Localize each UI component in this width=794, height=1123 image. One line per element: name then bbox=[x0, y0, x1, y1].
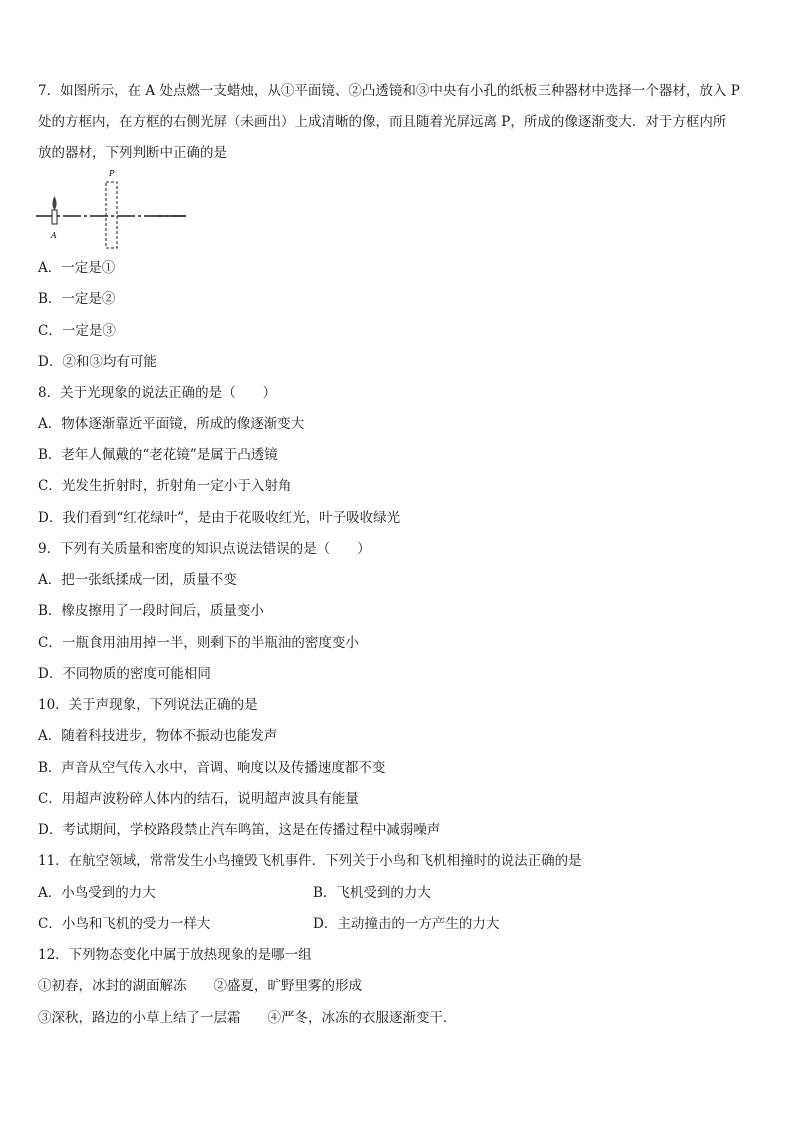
q7-option-b: B．一定是② bbox=[38, 291, 116, 307]
candle-body bbox=[52, 210, 57, 224]
q9-option-d: D．不同物质的密度可能相同 bbox=[38, 666, 211, 682]
q12-stem: 12．下列物态变化中属于放热现象的是哪一组 bbox=[38, 947, 312, 963]
q11-stem: 11．在航空领域，常常发生小鸟撞毁飞机事件．下列关于小鸟和飞机相撞时的说法正确的是 bbox=[38, 853, 582, 869]
q8-option-a: A．物体逐渐靠近平面镜，所成的像逐渐变大 bbox=[38, 416, 305, 432]
q10-option-d: D．考试期间，学校路段禁止汽车鸣笛，这是在传播过程中减弱噪声 bbox=[38, 822, 441, 838]
q11-option-d: D．主动撞击的一方产生的力大 bbox=[313, 916, 500, 932]
q7-figure bbox=[36, 168, 196, 252]
q10-stem: 10．关于声现象，下列说法正确的是 bbox=[38, 697, 258, 713]
q11-option-a: A．小鸟受到的力大 bbox=[38, 885, 156, 901]
q10-option-b: B．声音从空气传入水中，音调、响度以及传播速度都不变 bbox=[38, 760, 386, 776]
device-box-p bbox=[106, 182, 117, 248]
q7-option-a: A．一定是① bbox=[38, 260, 116, 276]
q9-option-b: B．橡皮擦用了一段时间后，质量变小 bbox=[38, 603, 264, 619]
q7-stem bbox=[38, 76, 758, 169]
q10-option-a: A．随着科技进步，物体不振动也能发声 bbox=[38, 728, 278, 744]
q11-option-b: B．飞机受到的力大 bbox=[313, 885, 431, 901]
label-a: A bbox=[51, 231, 57, 240]
q7-option-d: D．②和③均有可能 bbox=[38, 354, 157, 370]
q9-option-c: C．一瓶食用油用掉一半，则剩下的半瓶油的密度变小 bbox=[38, 635, 359, 651]
q8-option-b: B．老年人佩戴的“老花镜”是属于凸透镜 bbox=[38, 447, 278, 463]
candle-flame-icon bbox=[52, 196, 56, 210]
q10-option-c: C．用超声波粉碎人体内的结石，说明超声波具有能量 bbox=[38, 791, 359, 807]
q9-stem: 9．下列有关质量和密度的知识点说法错误的是（ ） bbox=[38, 541, 371, 557]
q9-option-a: A．把一张纸揉成一团，质量不变 bbox=[38, 572, 237, 588]
q12-row-1: ①初春，冰封的湖面解冻 ②盛夏，旷野里雾的形成 bbox=[38, 978, 362, 994]
q8-option-c: C．光发生折射时，折射角一定小于入射角 bbox=[38, 478, 292, 494]
q8-stem: 8．关于光现象的说法正确的是（ ） bbox=[38, 385, 277, 401]
q7-stem-line3: 放的器材，下列判断中正确的是 bbox=[38, 145, 227, 161]
q7-stem-line1: 7．如图所示，在 A 处点燃一支蜡烛，从①平面镜、②凸透镜和③中央有小孔的纸板三种器材中选择一个器材，放入 P bbox=[38, 83, 740, 99]
q7-option-c: C．一定是③ bbox=[38, 323, 116, 339]
q8-option-d: D．我们看到“红花绿叶”，是由于花吸收红光，叶子吸收绿光 bbox=[38, 510, 401, 526]
label-p: P bbox=[109, 169, 115, 178]
q11-option-c: C．小鸟和飞机的受力一样大 bbox=[38, 916, 211, 932]
q7-stem-line2: 处的方框内，在方框的右侧光屏（未画出）上成清晰的像，而且随着光屏远离 P，所成的像逐渐变大．对于方框内所 bbox=[38, 114, 727, 130]
q12-row-2: ③深秋，路边的小草上结了一层霜 ④严冬，冰冻的衣服逐渐变干． bbox=[38, 1010, 457, 1026]
